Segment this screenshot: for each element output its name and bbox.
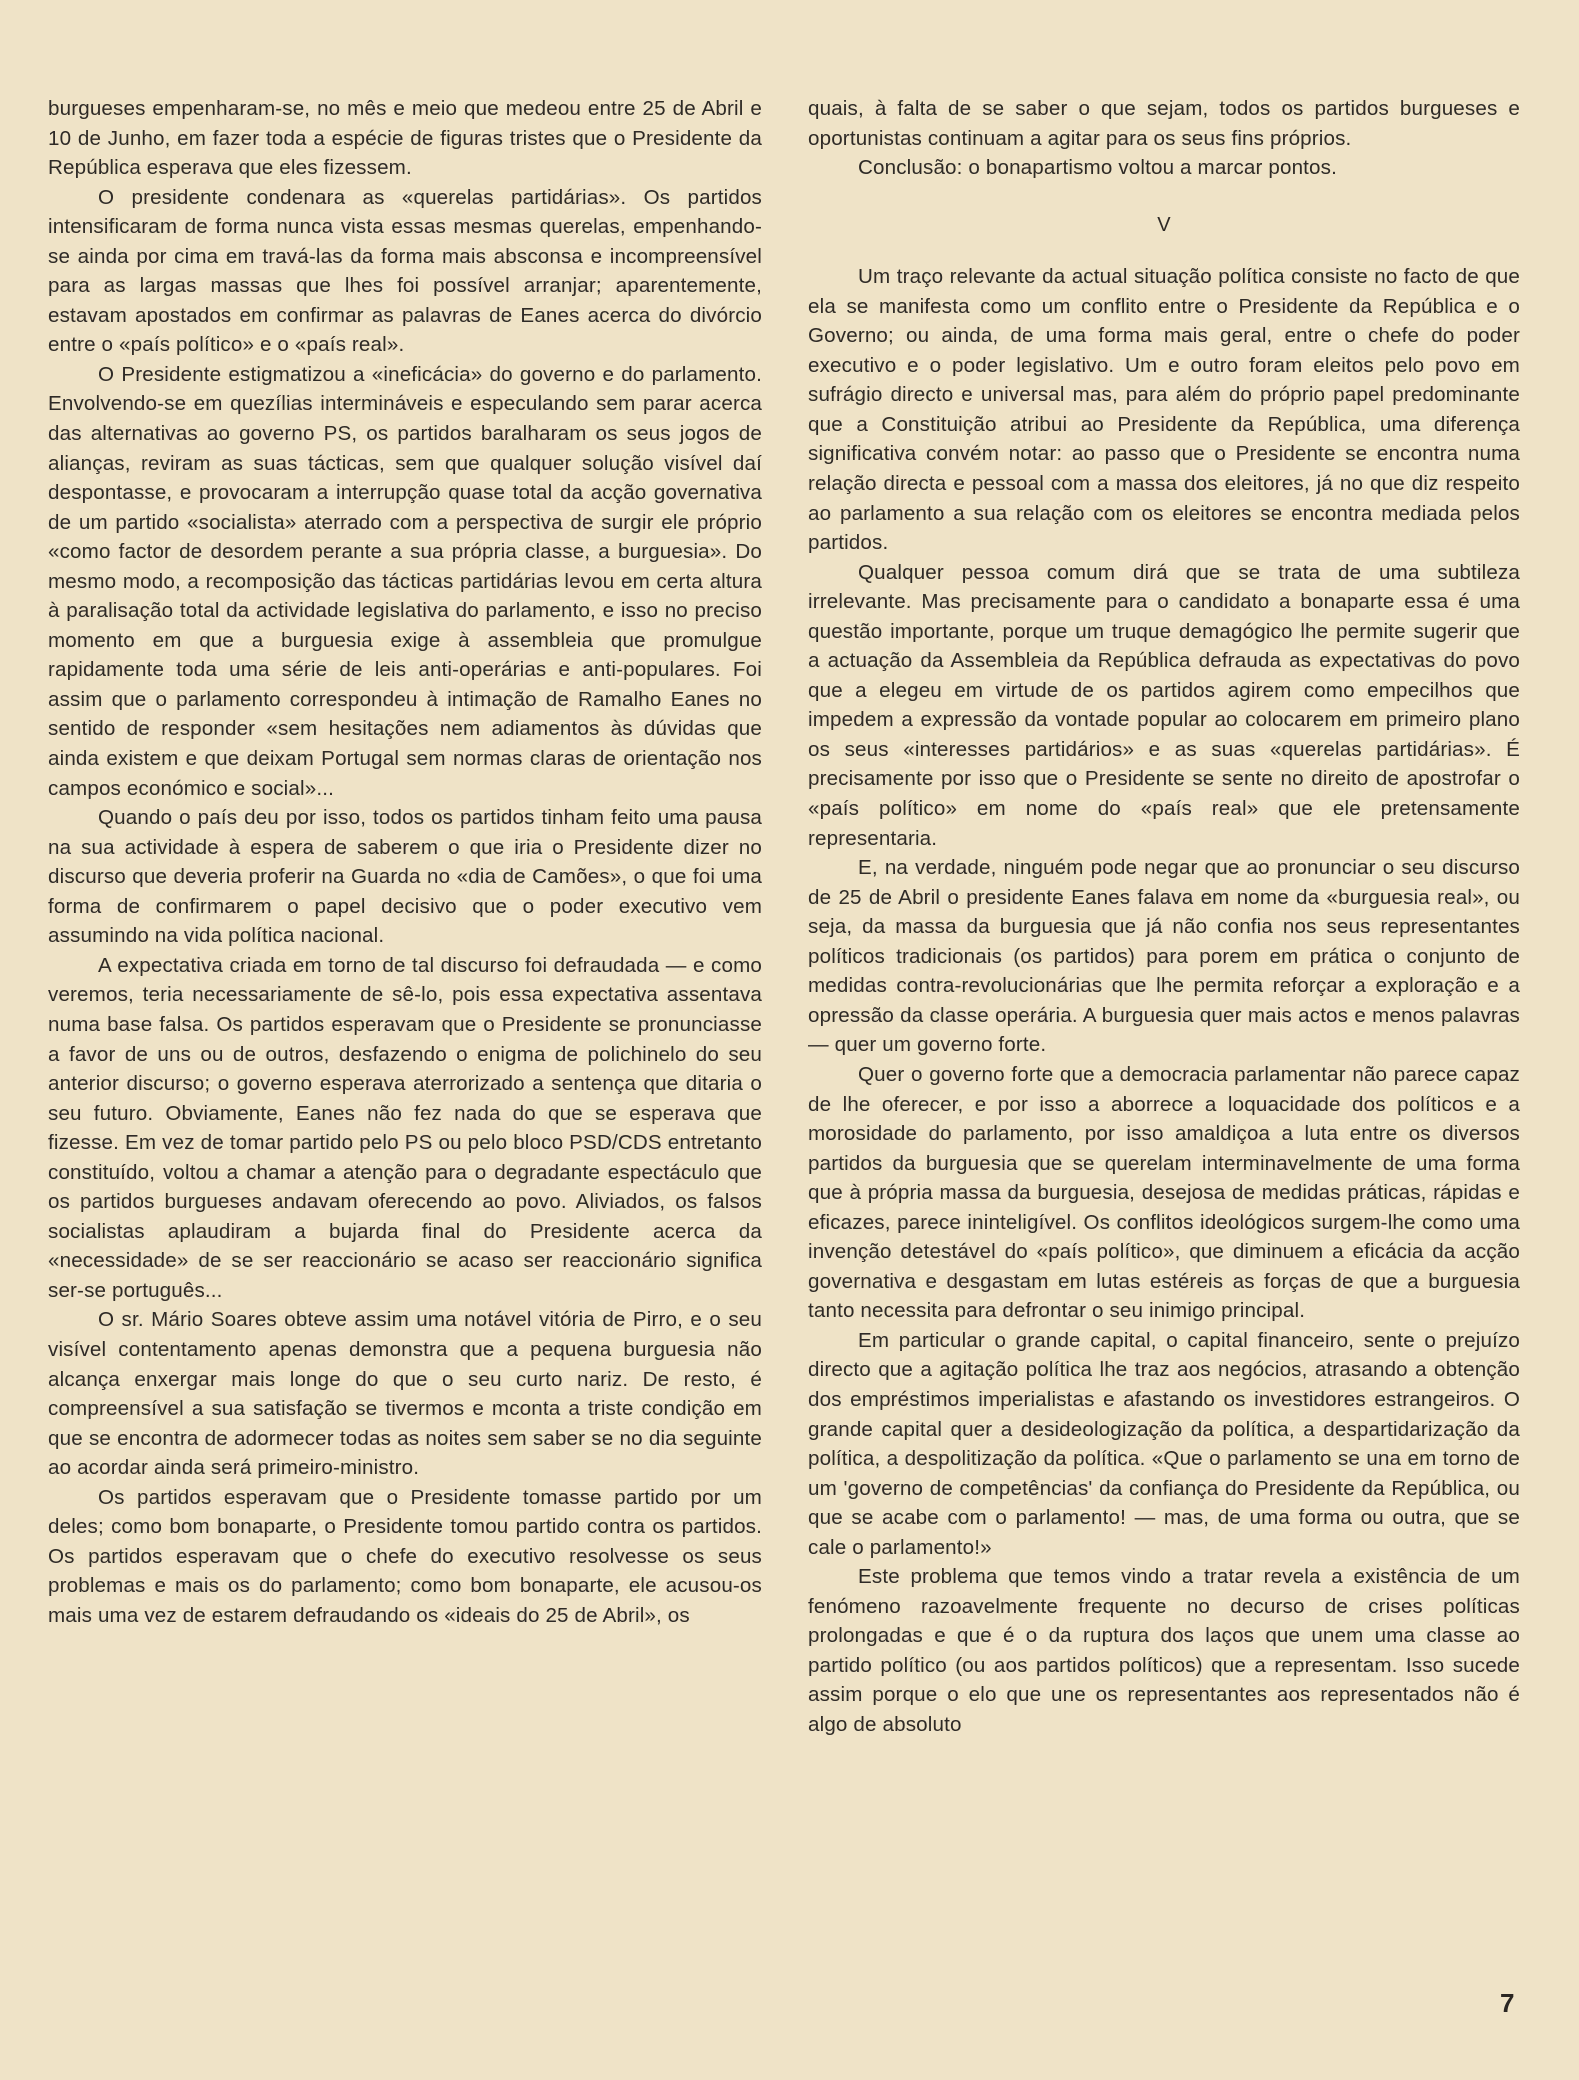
- paragraph: Este problema que temos vindo a tratar revela a existência de um fenómeno razoavelmente frequente no decurso de crises políticas prolongadas e que é o da ruptura dos laços que unem uma classe ao partido político (ou aos partidos políticos) que a representam. Isso sucede assim porque o elo que une os representantes aos representados não é algo de absoluto: [808, 1565, 1520, 1736]
- right-column: [808, 94, 1520, 1740]
- paragraph: Os partidos esperavam que o Presidente tomasse partido por um deles; como bom bonaparte, o Presidente tomou partido contra os partidos. Os partidos esperavam que o chefe do executivo resolvesse os seus problemas e mais os do parlamento; como bom bonaparte, ele acusou-os mais uma vez de estarem defraudando os «ideais do 25 de Abril», os: [48, 1485, 762, 1627]
- paragraph: A expectativa criada em torno de tal discurso foi defraudada — e como veremos, teria necessariamente de sê-lo, pois essa expectativa assentava numa base falsa. Os partidos esperavam que o Presidente se pronunciasse a favor de uns ou de outros, desfazendo o enigma de polichinelo do seu anterior discurso; o governo esperava aterrorizado a sentença que ditaria o seu futuro. Obviamente, Eanes não fez nada do que se esperava que fizesse. Em vez de tomar partido pelo PS ou pelo bloco PSD/CDS entretanto constituído, voltou a chamar a atenção para o degradante espectáculo que os partidos burgueses andavam oferecendo ao povo. Aliviados, os falsos socialistas aplaudiram a bujarda final do Presidente acerca da «necessidade» de se ser reaccionário se acaso ser reaccionário significa ser-se português...: [48, 953, 762, 1302]
- paragraph: Um traço relevante da actual situação política consiste no facto de que ela se manifesta como um conflito entre o Presidente da República e o Governo; ou ainda, de uma forma mais geral, entre o chefe do poder executivo e o poder legislativo. Um e outro foram eleitos pelo povo em sufrágio directo e universal mas, para além do próprio papel predominante que a Constituição atribui ao Presidente da República, uma diferença significativa convém notar: ao passo que o Presidente se encontra numa relação directa e pessoal com a massa dos eleitores, já no que diz respeito ao parlamento a sua relação com os eleitores se encontra mediada pelos partidos.: [808, 265, 1520, 555]
- paragraph: Quando o país deu por isso, todos os partidos tinham feito uma pausa na sua actividade à espera de saberem o que iria o Presidente dizer no discurso que deveria proferir na Guarda no «dia de Camões», o que foi uma forma de confirmarem o papel decisivo que o poder executivo vem assumindo na vida política nacional.: [48, 806, 762, 948]
- paragraph: Em particular o grande capital, o capital financeiro, sente o prejuízo directo que a agitação política lhe traz aos negócios, atrasando a obtenção dos empréstimos imperialistas e afastando os investidores estrangeiros. O grande capital quer a desideologização da política, a despartidarização da política, a despolitização da política. «Que o parlamento se una em torno de um 'governo de competências' da confiança do Presidente da República, ou que se acabe com o parlamento! — mas, de uma forma ou outra, que se cale o parlamento!»: [808, 1328, 1520, 1559]
- paragraph: Qualquer pessoa comum dirá que se trata de uma subtileza irrelevante. Mas precisamente para o candidato a bonaparte essa é uma questão importante, porque um truque demagógico lhe permite sugerir que a actuação da Assembleia da República defrauda as expectativas do povo que a elegeu em virtude de os partidos agirem como empecilhos que impedem a expressão da vontade popular ao colocarem em primeiro plano os seus «interesses partidários» e as suas «querelas partidárias». É precisamente por isso que o Presidente se sente no direito de apostrofar o «país político» em nome do «país real» que ele pretensamente representaria.: [808, 560, 1520, 850]
- paragraph: burgueses empenharam-se, no mês e meio que medeou entre 25 de Abril e 10 de Junho, em fazer toda a espécie de figuras tristes que o Presidente da República esperava que eles fizessem.: [48, 97, 762, 180]
- paragraph: quais, à falta de se saber o que sejam, todos os partidos burgueses e oportunistas continuam a agitar para os seus fins próprios.: [808, 97, 1520, 150]
- paragraph: O presidente condenara as «querelas partidárias». Os partidos intensificaram de forma nunca vista essas mesmas querelas, empenhando-se ainda por cima em travá-las da forma mais absconsa e incompreensível para as largas massas que lhes foi possível arranjar; aparentemente, estavam apostados em confirmar as palavras de Eanes acerca do divórcio entre o «país político» e o «país real».: [48, 185, 762, 357]
- conclusion-line: Conclusão: o bonapartismo voltou a marcar pontos.: [858, 156, 1337, 180]
- paragraph: O sr. Mário Soares obteve assim uma notável vitória de Pirro, e o seu visível contentamento apenas demonstra que a pequena burguesia não alcança enxergar mais longe do que o seu curto nariz. De resto, é compreensível a sua satisfação se tivermos e mconta a triste condição em que se encontra de adormecer todas as noites sem saber se no dia seguinte ao acordar ainda será primeiro-ministro.: [48, 1308, 762, 1480]
- paragraph: Quer o governo forte que a democracia parlamentar não parece capaz de lhe oferecer, e por isso a aborrece a loquacidade dos políticos e a morosidade do parlamento, por isso amaldiçoa a luta entre os diversos partidos da burguesia que se querelam interminavelmente de uma forma que à própria massa da burguesia, desejosa de medidas práticas, rápidas e eficazes, parece ininteligível. Os conflitos ideológicos surgem-lhe como uma invenção detestável do «país político», que diminuem a eficácia da acção governativa e desgastam em lutas estéreis as forças de que a burguesia tanto necessita para defrontar o seu inimigo principal.: [808, 1062, 1520, 1323]
- paragraph: E, na verdade, ninguém pode negar que ao pronunciar o seu discurso de 25 de Abril o presidente Eanes falava em nome da «burguesia real», ou seja, da massa da burguesia que já não confia nos seus representantes políticos tradicionais (os partidos) para porem em prática o conjunto de medidas contra-revolucionárias que lhe permita reforçar a exploração e a opressão da classe operária. A burguesia quer mais actos e menos palavras — quer um governo forte.: [808, 856, 1520, 1057]
- page-number: 7: [1500, 1988, 1515, 2018]
- left-column: [48, 94, 762, 1630]
- paragraph: O Presidente estigmatizou a «ineficácia» do governo e do parlamento. Envolvendo-se em quezílias intermináveis e especulando sem parar acerca das alternativas ao governo PS, os partidos baralharam os seus jogos de alianças, reviram as suas tácticas, sem que qualquer solução visível daí despontasse, e provocaram a interrupção quase total da acção governativa de um partido «socialista» aterrado com a perspectiva de surgir ele próprio «como factor de desordem perante a sua própria classe, a burguesia». Do mesmo modo, a recomposição das tácticas partidárias levou em certa altura à paralisação total da actividade legislativa do parlamento, e isso no preciso momento em que a burguesia exige à assembleia que promulgue rapidamente toda uma série de leis anti-operárias e anti-populares. Foi assim que o parlamento correspondeu à intimação de Ramalho Eanes no sentido de responder «sem hesitações nem adiamentos às dúvidas que ainda existem e que deixam Portugal sem normas claras de orientação nos campos económico e social»...: [48, 362, 762, 800]
- section-numeral: V: [1157, 213, 1171, 236]
